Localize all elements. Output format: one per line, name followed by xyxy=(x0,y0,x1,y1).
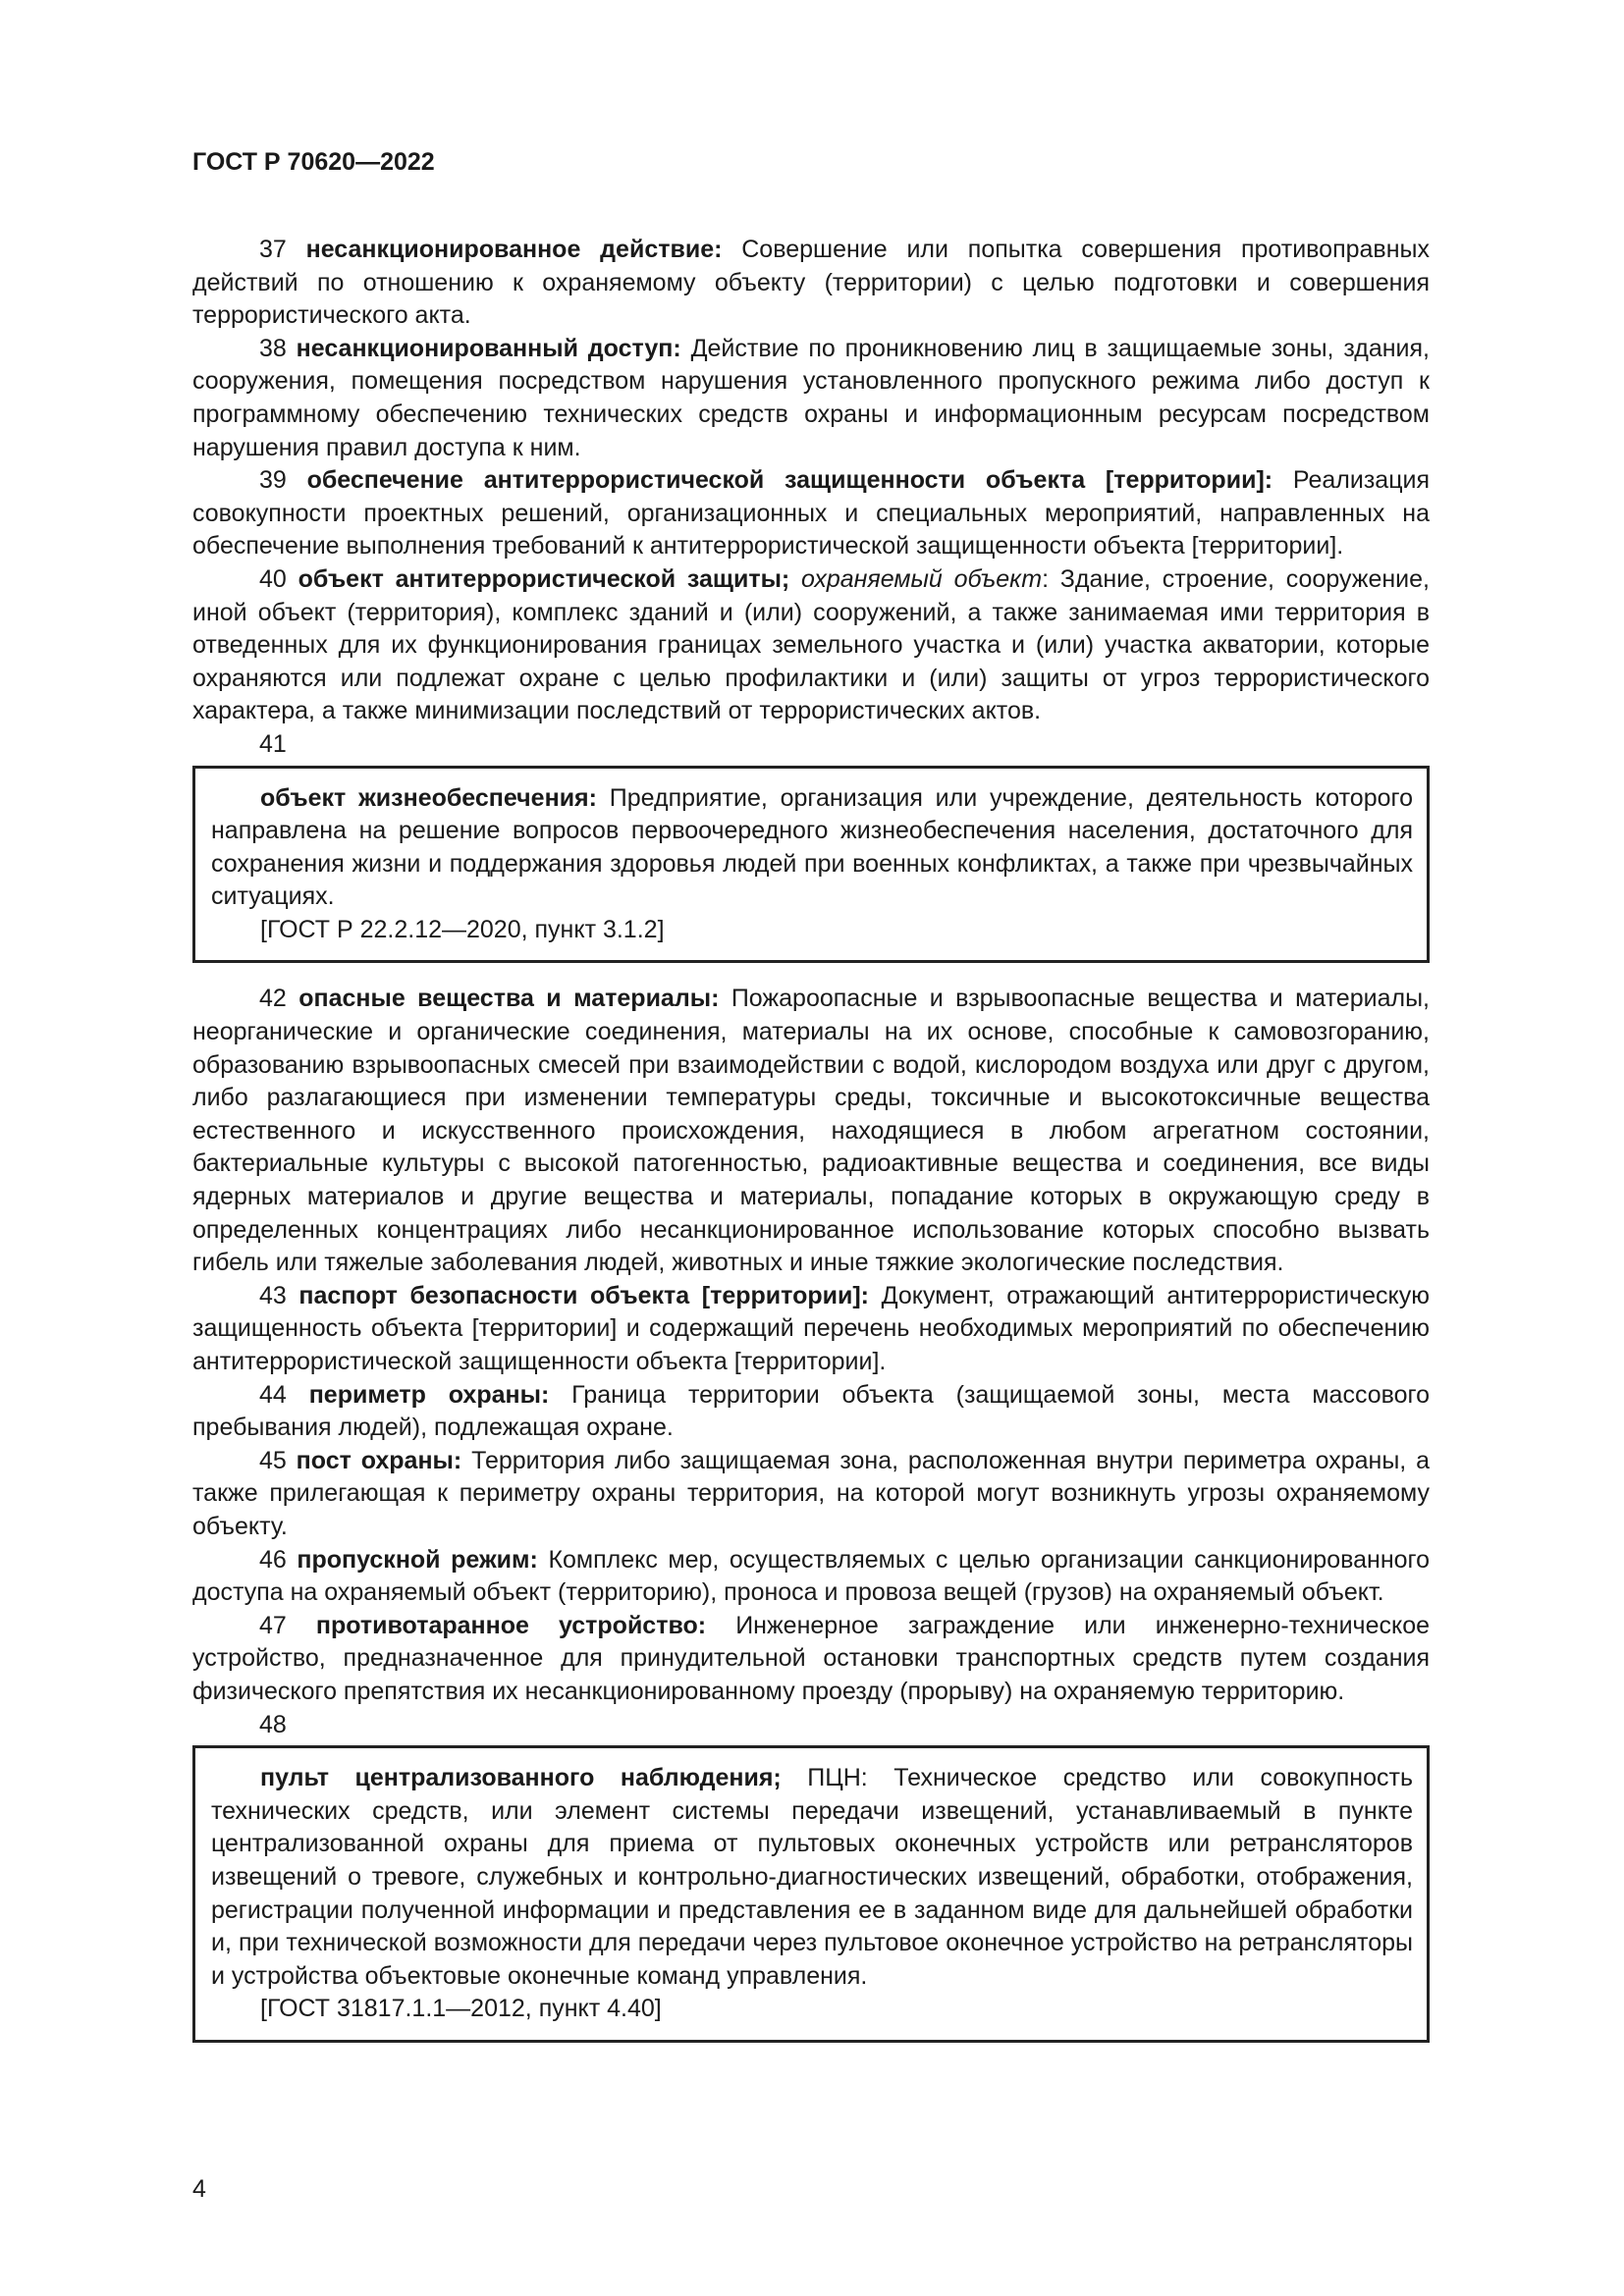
term-number: 39 xyxy=(259,466,287,495)
term-number: 38 xyxy=(259,334,287,362)
term-name: объект жизнеобеспечения: xyxy=(260,783,597,812)
document-header: ГОСТ Р 70620—2022 xyxy=(192,148,435,176)
term-number: 45 xyxy=(259,1446,287,1474)
term-entry-41 xyxy=(211,782,1413,914)
term-number: 44 xyxy=(259,1380,287,1409)
term-entry-38 xyxy=(192,333,1430,464)
term-definition: Техническое средство или совокупность технических средств, или элемент системы передачи извещений, устанавливаемый в пункте централизованной охраны для приема от пультовых оконечных устройств или ретрансляторов извещений о тревоге, служебных и контрольно-диагностических извещений, обработки, отображения, регистрации полученной информации и представления ее в заданном виде для дальнейшей обработки и, при технической возможности для передачи через пультовое оконечное устройство на ретрансляторы и устройства объектовые оконечные команд управления. xyxy=(211,1764,1413,1990)
term-name: пост охраны: xyxy=(296,1446,462,1474)
term-entry-43 xyxy=(192,1280,1430,1379)
term-definition: Реализация совокупности проектных решений, организационных и специальных мероприятий, направленных на обеспечение выполнения требований к антитеррористической защищенности объекта [территории]. xyxy=(192,466,1431,561)
term-definition: Предприятие, организация или учреждение, деятельность которого направлена на решение вопросов первоочередного жизнеобеспечения населения, достаточного для сохранения жизни и поддержания здоровья людей при военных конфликтах, а также при чрезвычайных ситуациях. xyxy=(211,783,1413,911)
term-number: 43 xyxy=(259,1281,287,1309)
quoted-term-box-41 xyxy=(192,766,1430,964)
term-number: 42 xyxy=(259,985,287,1013)
term-number: 46 xyxy=(259,1545,287,1574)
term-entry-45 xyxy=(192,1445,1430,1544)
term-source: [ГОСТ 31817.1.1—2012, пункт 4.40] xyxy=(260,1995,662,2023)
term-number-48: 48 xyxy=(259,1710,287,1738)
term-name: пропускной режим: xyxy=(297,1545,538,1574)
term-definition: Документ, отражающий антитеррористическую защищенность объекта [территории] и содержащий перечень необходимых мероприятий по обеспечению антитеррористической защищенности объекта [территории]. xyxy=(192,1281,1430,1375)
term-entry-47 xyxy=(192,1610,1430,1709)
term-name: несанкционированный доступ: xyxy=(296,334,681,362)
term-abbreviation: ПЦН: xyxy=(807,1764,868,1792)
term-source: [ГОСТ Р 22.2.12—2020, пункт 3.1.2] xyxy=(260,915,665,943)
term-entry-40 xyxy=(192,563,1430,728)
term-definition: Пожароопасные и взрывоопасные вещества и материалы, неорганические и органические соединения, материалы на их основе, способные к самовозгоранию, образованию взрывоопасных смесей при взаимодействии с водой, кислородом воздуха или друг с другом, либо разлагающиеся при изменении температуры среды, токсичные и высокотоксичные вещества естественного и искусственного происхождения, находящиеся в любом агрегатном состоянии, бактериальные культуры с высокой патогенностью, радиоактивные вещества и соединения, все виды ядерных материалов и другие вещества и материалы, попадание которых в окружающую среду в определенных концентрациях либо несанкционированное использование которых способно вызвать гибель или тяжелые заболевания людей, животных и иные тяжкие экологические последствия. xyxy=(192,985,1430,1277)
term-name: пульт централизованного наблюдения; xyxy=(260,1764,782,1792)
term-number: 47 xyxy=(259,1611,287,1639)
term-name: несанкционированное действие: xyxy=(305,236,723,263)
term-name: противотаранное устройство: xyxy=(315,1611,707,1639)
term-entry-44 xyxy=(192,1379,1430,1445)
term-definition: Территория либо защищаемая зона, расположенная внутри периметра охраны, а также прилегающая к периметру охраны территория, на которой могут возникнуть угрозы охраняемому объекту. xyxy=(192,1446,1430,1540)
term-entry-37 xyxy=(192,234,1430,333)
term-name: опасные вещества и материалы: xyxy=(298,985,720,1013)
term-name: обеспечение антитеррористической защищенности объекта [территории]: xyxy=(306,466,1273,495)
term-name: периметр охраны: xyxy=(308,1380,550,1409)
term-name: паспорт безопасности объекта [территории]: xyxy=(298,1281,869,1309)
term-definition: Действие по проникновению лиц в защищаемые зоны, здания, сооружения, помещения посредством нарушения установленного пропускного режима либо доступ к программному обеспечению технических средств охраны и информационным ресурсам посредством нарушения правил доступа к ним. xyxy=(192,334,1431,461)
term-number-41: 41 xyxy=(259,729,287,758)
term-definition: Граница территории объекта (защищаемой зоны, места массового пребывания людей), подлежащая охране. xyxy=(192,1380,1431,1442)
term-synonym: охраняемый объект xyxy=(801,564,1043,593)
term-definition: Комплекс мер, осуществляемых с целью организации санкционированного доступа на охраняемый объект (территорию), проноса и провоза вещей (грузов) на охраняемый объект. xyxy=(192,1545,1430,1607)
page-number: 4 xyxy=(192,2175,206,2203)
term-entry-42 xyxy=(192,983,1430,1279)
term-entry-39 xyxy=(192,464,1430,563)
term-definition: Инженерное заграждение или инженерно-техническое устройство, предназначенное для принудительной остановки транспортных средств путем создания физического препятствия их несанкционированному проезду (прорыву) на охраняемую территорию. xyxy=(192,1611,1431,1705)
term-number: 40 xyxy=(259,564,287,593)
term-definition: Совершение или попытка совершения противоправных действий по отношению к охраняемому объекту (территории) с целью подготовки и совершения террористического акта. xyxy=(192,236,1430,330)
term-number: 37 xyxy=(259,236,287,263)
term-definition: : Здание, строение, сооружение, иной объект (территория), комплекс зданий и (или) сооружений, а также занимаемая ими территория в отведенных для их функционирования границах земельного участка и (или) участка акватории, которые охраняются или подлежат охране с целью профилактики и (или) защиты от угроз террористического характера, а также минимизации последствий от террористических актов. xyxy=(192,564,1430,725)
quoted-term-box-48 xyxy=(192,1745,1430,2043)
document-page xyxy=(192,147,1430,2062)
term-entry-48 xyxy=(211,1762,1413,1993)
term-entry-46 xyxy=(192,1544,1430,1610)
term-name: объект антитеррористической защиты; xyxy=(298,564,790,593)
